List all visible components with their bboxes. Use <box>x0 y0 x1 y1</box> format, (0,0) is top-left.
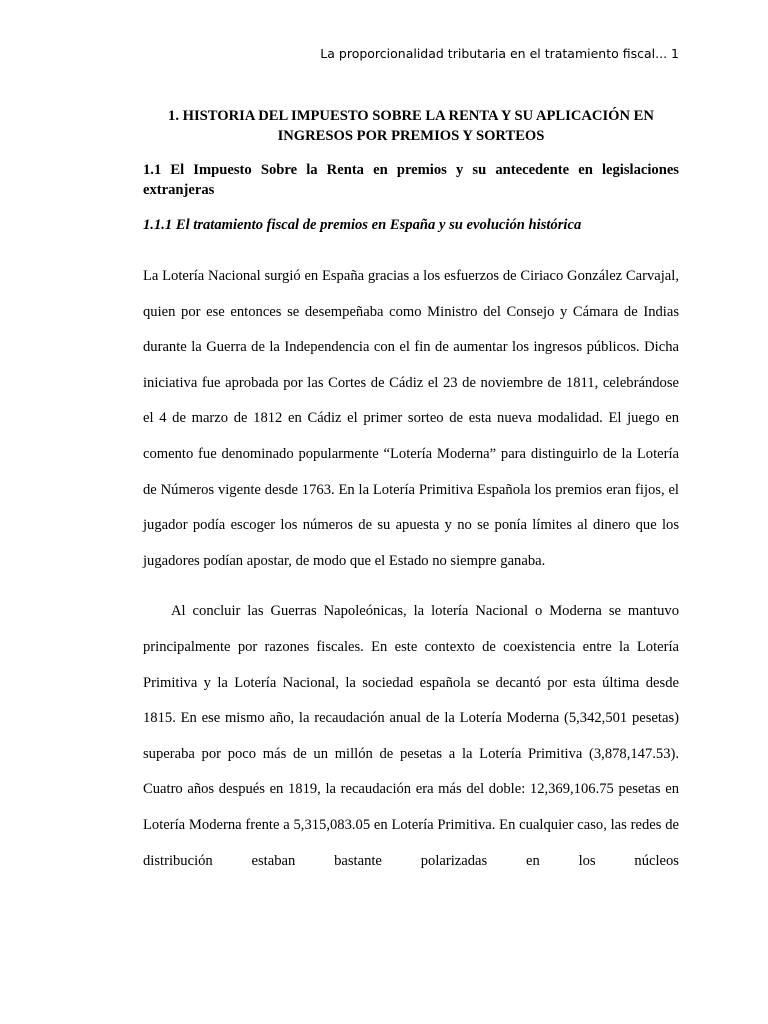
body-paragraph-2: Al concluir las Guerras Napoleónicas, la lotería Nacional o Moderna se mantuvo principalmente por razones fiscales. En este contexto de coexistencia entre la Lotería Primitiva y la Lotería Nacional, la sociedad española se decantó por esta última desde 1815. En ese mismo año, la recaudación anual de la Lotería Moderna (5,342,501 pesetas) superaba por poco más de un millón de pesetas a la Lotería Primitiva (3,878,147.53). Cuatro años después en 1819, la recaudación era más del doble: 12,369,106.75 pesetas en Lotería Moderna frente a 5,315,083.05 en Lotería Primitiva. En cualquier caso, las redes de distribución estaban bastante polarizadas en los núcleos <box>143 603 679 869</box>
running-header: La proporcionalidad tributaria en el tratamiento fiscal... 1 <box>320 46 679 61</box>
page-content <box>143 106 679 879</box>
subsection-title: 1.1.1 El tratamiento fiscal de premios en España y su evolución histórica <box>143 217 582 233</box>
section-title: 1.1 El Impuesto Sobre la Renta en premios y su antecedente en legislaciones extranjeras <box>143 162 679 198</box>
body-paragraph-1: La Lotería Nacional surgió en España gracias a los esfuerzos de Ciriaco González Carvajal, quien por ese entonces se desempeñaba como Ministro del Consejo y Cámara de Indias durante la Guerra de la Independencia con el fin de aumentar los ingresos públicos. Dicha iniciativa fue aprobada por las Cortes de Cádiz el 23 de noviembre de 1811, celebrándose el 4 de marzo de 1812 en Cádiz el primer sorteo de esta nueva modalidad. El juego en comento fue denominado popularmente “Lotería Moderna” para distinguirlo de la Lotería de Números vigente desde 1763. En la Lotería Primitiva Española los premios eran fijos, el jugador podía escoger los números de su apuesta y no se ponía límites al dinero que los jugadores podían apostar, de modo que el Estado no siempre ganaba. <box>143 268 679 569</box>
chapter-title: 1. HISTORIA DEL IMPUESTO SOBRE LA RENTA Y SU APLICACIÓN EN INGRESOS POR PREMIOS Y SORTEOS <box>168 108 654 144</box>
